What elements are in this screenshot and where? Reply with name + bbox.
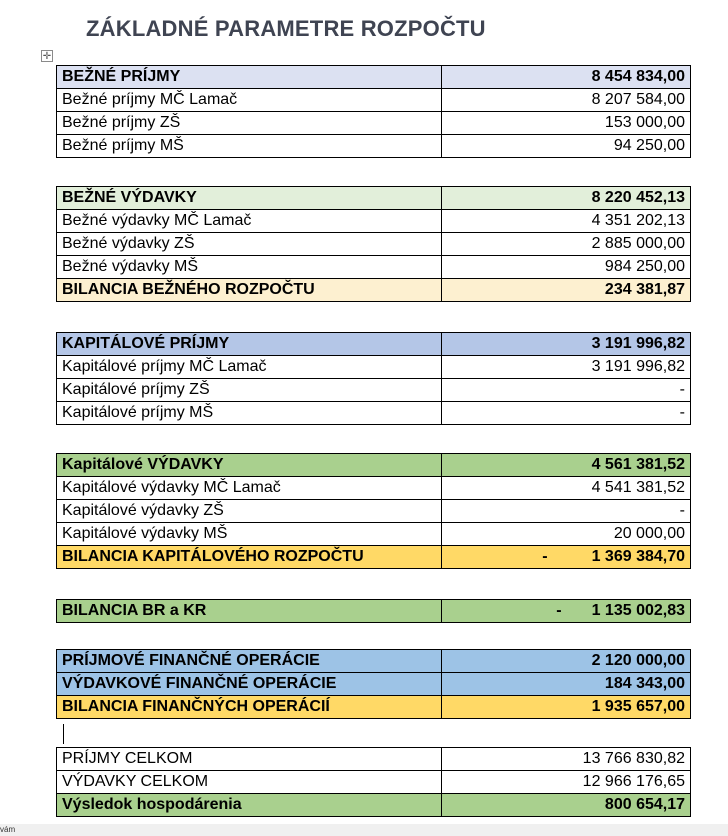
row-label: VÝDAVKY CELKOM	[57, 771, 442, 794]
bezne-prijmy-header-row	[57, 66, 691, 89]
negative-sign: -	[542, 548, 548, 565]
prijmy-celkom-row	[57, 748, 691, 771]
row-value: -	[442, 402, 691, 425]
row-label: Bežné príjmy MŠ	[57, 135, 442, 158]
row-value: 153 000,00	[442, 112, 691, 135]
row-value: 4 541 381,52	[442, 477, 691, 500]
row-value: 3 191 996,82	[442, 356, 691, 379]
table-row	[57, 89, 691, 112]
bilancia-br-kr-table	[56, 599, 691, 623]
row-value: 2 885 000,00	[442, 233, 691, 256]
kapitalove-prijmy-header-row	[57, 333, 691, 356]
table-row	[57, 379, 691, 402]
row-value: 984 250,00	[442, 256, 691, 279]
row-label: BILANCIA KAPITÁLOVÉHO ROZPOČTU	[57, 546, 442, 569]
row-label: BEŽNÉ VÝDAVKY	[57, 187, 442, 210]
table-row	[57, 477, 691, 500]
row-label: Kapitálové príjmy MŠ	[57, 402, 442, 425]
negative-sign: -	[556, 602, 562, 619]
row-label: Bežné výdavky ZŠ	[57, 233, 442, 256]
table-row	[57, 135, 691, 158]
row-label: BILANCIA BR a KR	[57, 600, 442, 623]
status-text: vám	[0, 825, 16, 834]
bilancia-br-kr-row	[57, 600, 691, 623]
amount: 1 135 002,83	[591, 602, 685, 619]
row-label: Kapitálové výdavky MŠ	[57, 523, 442, 546]
table-row	[57, 256, 691, 279]
row-label: BILANCIA FINANČNÝCH OPERÁCIÍ	[57, 696, 442, 719]
vydavky-celkom-row	[57, 771, 691, 794]
row-label: Bežné výdavky MČ Lamač	[57, 210, 442, 233]
vydavkove-financne-row	[57, 673, 691, 696]
row-label: PRÍJMY CELKOM	[57, 748, 442, 771]
row-value: 1 935 657,00	[442, 696, 691, 719]
row-value: -	[442, 500, 691, 523]
prijmove-financne-row	[57, 650, 691, 673]
row-value: 8 220 452,13	[442, 187, 691, 210]
row-value: -	[442, 379, 691, 402]
kapitalove-vydavky-table	[56, 453, 691, 569]
row-label: Výsledok hospodárenia	[57, 794, 442, 817]
row-value: 12 966 176,65	[442, 771, 691, 794]
celkom-table	[56, 747, 691, 817]
row-value: 4 351 202,13	[442, 210, 691, 233]
bilancia-financnych-row	[57, 696, 691, 719]
row-value: 234 381,87	[442, 279, 691, 302]
row-label: Kapitálové príjmy ZŠ	[57, 379, 442, 402]
kapitalove-prijmy-table	[56, 332, 691, 425]
vysledok-hospodarenia-row	[57, 794, 691, 817]
row-value: 2 120 000,00	[442, 650, 691, 673]
row-value: 94 250,00	[442, 135, 691, 158]
move-cross-icon[interactable]: ✛	[42, 51, 52, 62]
bezne-prijmy-table	[56, 65, 691, 158]
row-label: PRÍJMOVÉ FINANČNÉ OPERÁCIE	[57, 650, 442, 673]
row-label: KAPITÁLOVÉ PRÍJMY	[57, 333, 442, 356]
amount: 1 369 384,70	[591, 548, 685, 565]
row-value: 8 454 834,00	[442, 66, 691, 89]
row-value	[442, 546, 691, 569]
bilancia-bezneho-row	[57, 279, 691, 302]
row-value: 8 207 584,00	[442, 89, 691, 112]
status-bar	[0, 824, 728, 836]
table-row	[57, 356, 691, 379]
table-row	[57, 233, 691, 256]
table-row	[57, 523, 691, 546]
bezne-vydavky-header-row	[57, 187, 691, 210]
row-value	[442, 600, 691, 623]
row-value: 800 654,17	[442, 794, 691, 817]
row-label: Kapitálové VÝDAVKY	[57, 454, 442, 477]
bilancia-kapitaloveho-row	[57, 546, 691, 569]
row-value: 3 191 996,82	[442, 333, 691, 356]
row-label: Kapitálové výdavky ZŠ	[57, 500, 442, 523]
row-value: 13 766 830,82	[442, 748, 691, 771]
row-label: VÝDAVKOVÉ FINANČNÉ OPERÁCIE	[57, 673, 442, 696]
row-label: Bežné príjmy MČ Lamač	[57, 89, 442, 112]
row-label: Bežné výdavky MŠ	[57, 256, 442, 279]
table-row	[57, 500, 691, 523]
row-value: 184 343,00	[442, 673, 691, 696]
row-label: BEŽNÉ PRÍJMY	[57, 66, 442, 89]
row-value: 4 561 381,52	[442, 454, 691, 477]
financne-operacie-table	[56, 649, 691, 719]
row-value: 20 000,00	[442, 523, 691, 546]
page-title: ZÁKLADNÉ PARAMETRE ROZPOČTU	[86, 16, 486, 41]
bezne-vydavky-table	[56, 186, 691, 302]
table-row	[57, 112, 691, 135]
row-label: Bežné príjmy ZŠ	[57, 112, 442, 135]
text-cursor	[63, 724, 64, 744]
kapitalove-vydavky-header-row	[57, 454, 691, 477]
row-label: Kapitálové príjmy MČ Lamač	[57, 356, 442, 379]
row-label: BILANCIA BEŽNÉHO ROZPOČTU	[57, 279, 442, 302]
table-row	[57, 210, 691, 233]
table-row	[57, 402, 691, 425]
row-label: Kapitálové výdavky MČ Lamač	[57, 477, 442, 500]
